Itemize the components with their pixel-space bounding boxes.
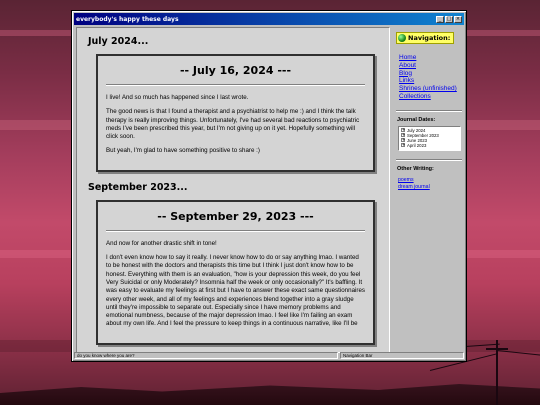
expand-icon[interactable]: + (402, 132, 406, 138)
status-bar (74, 352, 464, 359)
tree-item[interactable]: + July 2024 (402, 127, 426, 133)
navigation-label: Navigation: (408, 34, 451, 42)
journal-entry (96, 54, 375, 172)
entry-paragraph: I don't even know how to say it really. I never know how to do or say anything lmao. I wanted to be honest with the doctors and therapists this time but I think I just don't know how to be honest. Everything with them is an evaluation, "how is your depression this week, do you feel Very Suicidal or only Moderately? Insomnia half the week or only occasionally?" It's baffling. It was easy to evaluate my feelings at first but I have to answer these exact same questionnaires every other week, and all of my feelings and experiences blend together into a gray sludge until they're impossible to separate out. Especially since I have memory problems and emotional numbness, because of the major depression lmao. I feel like I'm failing an exam about my own life. And I feel the pressure to keep things in a continuous narrative, like I'll be (106, 254, 365, 328)
month-heading: September 2023... (88, 181, 188, 193)
nav-link-about[interactable]: About (399, 61, 416, 69)
entry-paragraph: The good news is that I found a therapist and a psychiatrist to help me :) and I think the talk therapy is really improving things. Unfortunately, I've had several bad reactions to psychiatric meds I've been prescribed this year, but I'm not giving up on it yet. Hopefully something will click soon. (106, 108, 360, 141)
globe-icon (398, 34, 406, 42)
hill-silhouette (0, 375, 540, 405)
divider (106, 84, 365, 86)
tree-item[interactable]: + June 2023 (402, 137, 428, 143)
entry-title: -- July 16, 2024 --- (179, 64, 292, 77)
status-text-left: do you know where you are? (74, 352, 338, 359)
journal-dates-tree[interactable] (398, 126, 461, 151)
nav-link-collections[interactable]: Collections (399, 92, 431, 100)
window-title: everybody's happy these days (76, 15, 179, 23)
minimize-button[interactable]: _ (436, 16, 444, 23)
divider (106, 230, 365, 232)
navigation-badge (396, 32, 454, 44)
expand-icon[interactable]: + (402, 127, 406, 133)
entry-title: -- September 29, 2023 --- (157, 209, 314, 223)
expand-icon[interactable]: + (402, 142, 406, 148)
nav-link-home[interactable]: Home (399, 54, 417, 61)
journal-entry (96, 200, 375, 345)
entry-paragraph: But yeah, I'm glad to have something positive to share :) (106, 147, 260, 155)
month-heading: July 2024... (88, 36, 149, 47)
sidebar (394, 27, 464, 353)
close-button[interactable]: × (455, 15, 461, 22)
tree-item[interactable]: + April 2023 (402, 142, 427, 148)
title-bar[interactable] (74, 13, 464, 25)
entry-paragraph: And now for another drastic shift in tone! (106, 239, 217, 247)
entry-paragraph: I live! And so much has happened since I last wrote. (106, 94, 249, 101)
browser-window (71, 10, 467, 362)
other-writing-links (398, 177, 464, 191)
window-controls (436, 16, 462, 23)
main-content[interactable] (76, 27, 390, 353)
journal-dates-heading: Journal Dates: (397, 116, 436, 123)
tree-item[interactable]: + September 2023 (402, 132, 439, 138)
nav-link-blog[interactable]: Blog (399, 69, 413, 77)
divider (396, 110, 462, 112)
expand-icon[interactable]: + (402, 137, 406, 143)
nav-link-shrines[interactable]: Shrines (unfinished) (399, 85, 457, 93)
other-writing-heading: Other Writing: (397, 165, 434, 172)
divider (396, 159, 462, 161)
maximize-button[interactable]: □ (446, 15, 452, 22)
link-dream-journal[interactable]: dream journal (398, 183, 430, 190)
status-text-right: Navigation Bar (340, 352, 464, 359)
nav-link-links[interactable]: Links (399, 77, 415, 85)
nav-links (399, 54, 464, 101)
link-poems[interactable]: poems (398, 176, 414, 183)
